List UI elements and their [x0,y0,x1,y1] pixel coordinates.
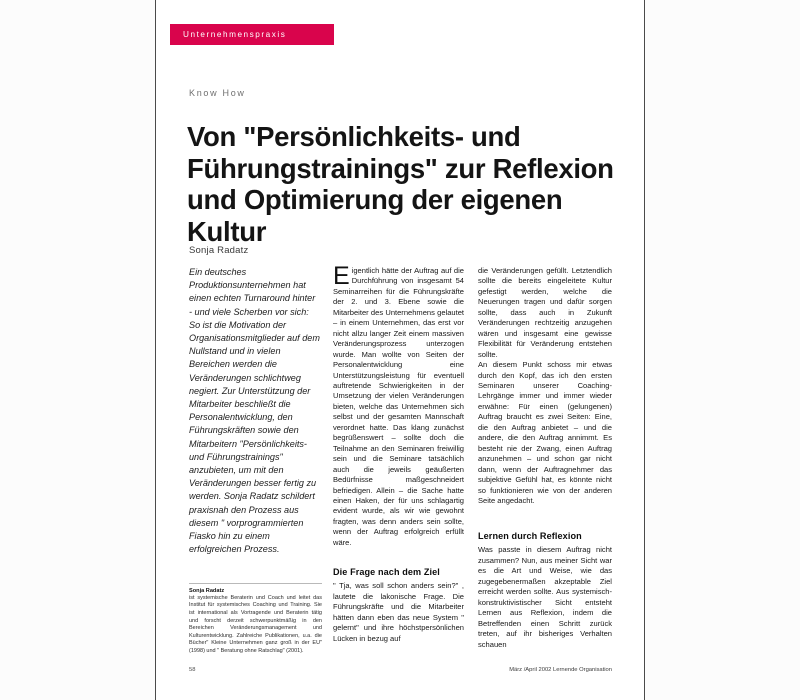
magazine-page [155,0,645,700]
column-one [189,266,320,556]
body-paragraph: Was passte in diesem Auftrag nicht zusammen? Nun, aus meiner Sicht war es die Art und Weise, wie das zugegebenermaßen akzeptable Ziel erreicht werden sollte. Aus systemisch-konstruktivistischer Sicht entsteht Lernen aus Reflexion, indem die Betreffenden einen Schritt zurück treten, auf ihr bisheriges Verhalten schauen [478,545,612,649]
bio-author-description: ist systemische Beraterin und Coach und leitet das Institut für systemisches Coaching und Training. Sie ist international als Vortragende und Beraterin tätig und forscht derzeit schwerpunktmäßig in den Bereichen Veränderungsmanagement und Kulturentwicklung. Zahlreiche Publikationen, u.a. die Bücher" Kleine Unternehmen ganz groß in der EU" (1998) und " Beratung ohne Ratschlag" (2001). [189,594,322,654]
body-paragraph: An diesem Punkt schoss mir etwas durch den Kopf, das ich den ersten Seminaren unserer Coaching-Lehrgänge immer und immer wieder erwähne: Für einen (gelungenen) Auftrag braucht es zwei Seiten: Eine, die den Auftrag anbietet – und die andere, die den Auftrag annimmt. Es besteht nie der Zwang, einen Auftrag anzunehmen – und schon gar nicht dann, wenn der Auftragnehmer das subjektive Gefühl hat, es könnte nicht so funktionieren wie von der anderen Seite angedacht. [478,360,612,505]
section-subheading: Lernen durch Reflexion [478,531,582,542]
article-lead-paragraph: Ein deutsches Produktionsunternehmen hat einen echten Turnaround hinter - und viele Scherben vor sich: So ist die Motivation der Organisationsmitglieder auf dem Nullstand und in vielen Bereichen werden die Veränderungen schlichtweg negiert. Zur Unterstützung der Mitarbeiter beschließt die Personalentwicklung, den Führungskräften sowie den Mitarbeitern "Persönlichkeits- und Führungstrainings" anzubieten, um mit den Veränderungen besser fertig zu werden. Sonja Radatz schildert praxisnah den Prozess aus diesem " vorprogrammierten Fiasko hin zu einem erfolgreichen Prozess. [189,267,320,555]
section-banner-label: Unternehmenspraxis [183,30,287,39]
body-paragraph: die Veränderungen gefüllt. Letztendlich sollte die bereits eingeleitete Kultur gefestigt werden, welche die Neuerungen tragen und dafür sorgen sollte, dass auch in Zukunft Veränderungen rechtzeitig anzugehen wären und insgesamt eine gewisse Flexibilität für Veränderung entstehen sollte. [478,266,612,359]
section-subheading: Die Frage nach dem Ziel [333,567,440,578]
body-paragraph: " Tja, was soll schon anders sein?" , lautete die lakonische Frage. Die Führungskräfte und die Mitarbeiter hätten dann eben das neue System " gelernt" und ihre höchstpersönlichen Lücken in bezug auf [333,581,464,643]
page-margin-right [646,0,800,700]
column-two [333,262,464,644]
column-three [478,266,612,650]
page-margin-left [0,0,155,700]
article-kicker: Know How [189,88,246,98]
section-banner [170,24,334,45]
author-bio-box [189,583,322,656]
publication-imprint: März /April 2002 Lernende Organisation [509,667,612,673]
bio-author-name: Sonja Radatz [189,587,225,594]
page-number: 58 [189,667,196,673]
bio-divider [189,583,322,584]
page-title: Von "Persönlichkeits- und Führungstrainings" zur Reflexion und Optimierung der eigenen Kultur [187,121,614,247]
article-byline: Sonja Radatz [189,245,249,256]
body-paragraph: Eigentlich hätte der Auftrag auf die Durchführung von insgesamt 54 Seminarreihen für die Führungskräfte der 2. und 3. Ebene sowie die Mitarbeiter des Unternehmens gelautet – in einem Unternehmen, das erst vor nicht allzu langer Zeit einem massiven Veränderungsprozess unterzogen wurde. Man wollte von Seiten der Personalentwicklung eine Unterstützungsleistung für eventuell auftretende Schwierigkeiten in der Umsetzung der vielen Veränderungen bieten, welche das Unternehmen sich selbst und der gesamten Mannschaft verordnet hatte. Das klang zunächst begrüßenswert – sollte doch die Teilnahme an den Seminaren freiwillig sein und die Seminare tatsächlich auch die jeweils geäußerten Bedürfnisse maßgeschneidert befriedigen. Allein – die Sache hatte einen Haken, der für uns schlagartig evident wurde, als wir wie gewohnt fragten, was denn anders sein sollte, wenn der Auftrag erfolgreich erfüllt wäre. [333,262,464,547]
